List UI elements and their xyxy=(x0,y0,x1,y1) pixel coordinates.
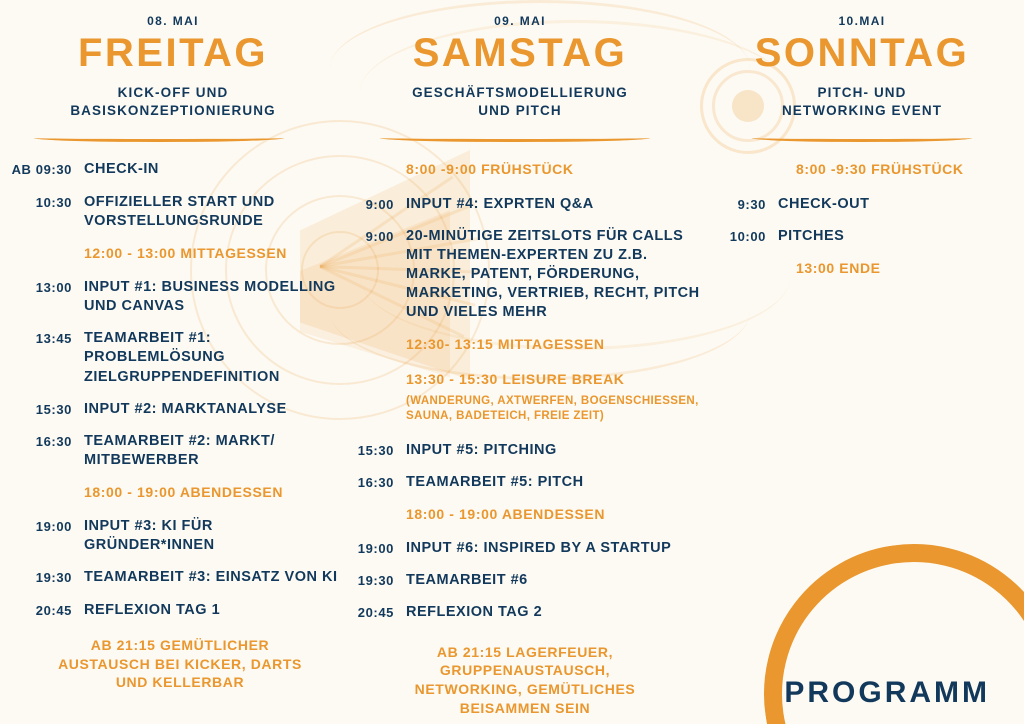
schedule-time: 10:30 xyxy=(35,194,72,210)
schedule-title: TEAMARBEIT #5: PITCH xyxy=(406,473,584,490)
day-subtitle-line-1: KICK-OFF UND xyxy=(117,85,229,100)
schedule-time: 9:00 xyxy=(365,228,394,244)
leisure-break-note: (WANDERUNG, AXTWERFEN, BOGENSCHIESSEN, SAUNA, BADETEICH, FREIE ZEIT) xyxy=(406,394,699,423)
day-subtitle-line-2: BASISKONZEPTIONIERUNG xyxy=(70,103,276,119)
day-header-friday xyxy=(6,14,340,120)
schedule-time: 19:30 xyxy=(35,570,72,586)
schedule-row xyxy=(6,278,340,316)
schedule-time: 15:30 xyxy=(35,401,72,417)
day-footnote: AB 21:15 LAGERFEUER, GRUPPENAUSTAUSCH, NETWORKING, GEMÜTLICHES BEISAMMEN SEIN xyxy=(414,643,636,717)
day-date: 10.MAI xyxy=(838,14,886,28)
schedule-title: INPUT #3: KI FÜR GRÜNDER*INNEN xyxy=(84,518,215,554)
schedule-row xyxy=(340,603,700,622)
schedule-time: 15:30 xyxy=(357,442,394,458)
schedule-title: PITCHES xyxy=(778,227,845,244)
meal-break: 12:00 - 13:00 MITTAGESSEN xyxy=(84,244,288,261)
day-title: SAMSTAG xyxy=(412,31,628,75)
schedule-row xyxy=(6,193,340,231)
day-column-sunday xyxy=(700,14,1024,718)
day-date: 08. MAI xyxy=(147,14,199,28)
day-column-saturday xyxy=(340,14,700,718)
schedule-time: 19:00 xyxy=(357,541,394,557)
schedule-time: 16:30 xyxy=(35,433,72,449)
schedule-row xyxy=(6,568,340,587)
schedule-row xyxy=(6,329,340,386)
schedule-title: TEAMARBEIT #6 xyxy=(406,572,528,589)
meal-break: 18:00 - 19:00 ABENDESSEN xyxy=(406,506,606,523)
schedule-list-sunday xyxy=(700,160,1024,277)
schedule-row xyxy=(700,195,1024,214)
schedule-title: INPUT #5: PITCHING xyxy=(406,441,557,458)
schedule-time: AB 09:30 xyxy=(11,162,72,178)
schedule-row xyxy=(340,473,700,492)
schedule-row xyxy=(6,517,340,555)
day-header-saturday xyxy=(340,14,700,120)
schedule-title: TEAMARBEIT #3: EINSATZ VON KI xyxy=(84,569,338,586)
schedule-title: INPUT #1: BUSINESS MODELLING UND CANVAS xyxy=(84,279,336,315)
schedule-row xyxy=(6,400,340,419)
day-subtitle-line-1: GESCHÄFTSMODELLIERUNG xyxy=(412,85,628,100)
schedule-row xyxy=(6,160,340,179)
day-subtitle xyxy=(700,84,1024,120)
day-header-sunday xyxy=(700,14,1024,120)
day-subtitle xyxy=(340,84,700,120)
schedule-row xyxy=(6,432,340,470)
day-subtitle-line-1: PITCH- UND xyxy=(817,85,907,100)
day-date: 09. MAI xyxy=(494,14,546,28)
meal-break: 12:30- 13:15 MITTAGESSEN xyxy=(406,336,605,353)
schedule-title: CHECK-OUT xyxy=(778,195,870,212)
schedule-title: INPUT #4: EXPRTEN Q&A xyxy=(406,195,594,212)
schedule-row xyxy=(340,539,700,558)
schedule-time: 16:30 xyxy=(357,474,394,490)
leisure-break: 13:30 - 15:30 LEISURE BREAK xyxy=(406,370,625,387)
schedule-row xyxy=(340,227,700,323)
schedule-title: REFLEXION TAG 1 xyxy=(84,601,221,618)
schedule-time: 9:30 xyxy=(737,196,766,212)
section-divider xyxy=(34,134,284,142)
meal-break: 8:00 -9:30 FRÜHSTÜCK xyxy=(796,161,964,178)
schedule-time: 9:00 xyxy=(365,196,394,212)
schedule-time: 10:00 xyxy=(729,228,766,244)
schedule-time: 19:30 xyxy=(357,573,394,589)
schedule-time: 20:45 xyxy=(35,602,72,618)
schedule-time: 20:45 xyxy=(357,605,394,621)
schedule-title: TEAMARBEIT #1: PROBLEMLÖSUNG ZIELGRUPPENDEFINITION xyxy=(84,330,280,385)
day-column-friday xyxy=(0,14,340,718)
day-footnote: AB 21:15 GEMÜTLICHER AUSTAUSCH BEI KICKER, DARTS UND KELLERBAR xyxy=(58,636,302,691)
schedule-row xyxy=(340,441,700,460)
schedule-row xyxy=(340,571,700,590)
schedule-title: CHECK-IN xyxy=(84,161,159,178)
section-divider xyxy=(380,134,650,142)
schedule-title: 20-MINÜTIGE ZEITSLOTS FÜR CALLS MIT THEMEN-EXPERTEN ZU Z.B. MARKE, PATENT, FÖRDERUNG, MARKETING, VERTRIEB, RECHT, PITCH UND VIELES MEHR xyxy=(406,227,700,321)
schedule-row xyxy=(6,601,340,620)
schedule-title: INPUT #2: MARKTANALYSE xyxy=(84,400,287,417)
section-divider xyxy=(752,134,972,142)
meal-break: 18:00 - 19:00 ABENDESSEN xyxy=(84,484,284,500)
day-title: SONNTAG xyxy=(754,31,970,75)
schedule-title: REFLEXION TAG 2 xyxy=(406,604,543,621)
schedule-list-saturday xyxy=(340,160,700,718)
schedule-title: INPUT #6: INSPIRED BY A STARTUP xyxy=(406,540,672,557)
meal-break: 8:00 -9:00 FRÜHSTÜCK xyxy=(406,161,574,178)
schedule-row xyxy=(340,195,700,214)
schedule-time: 13:00 xyxy=(35,280,72,295)
day-subtitle-line-2: NETWORKING EVENT xyxy=(781,103,943,119)
end-time: 13:00 ENDE xyxy=(796,259,881,276)
schedule-time: 19:00 xyxy=(35,519,72,535)
page-title: PROGRAMM xyxy=(784,676,990,709)
day-title: FREITAG xyxy=(77,31,269,75)
day-subtitle-line-2: UND PITCH xyxy=(478,103,562,119)
schedule-title: OFFIZIELLER START UND VORSTELLUNGSRUNDE xyxy=(84,193,275,229)
schedule-title: TEAMARBEIT #2: MARKT/ MITBEWERBER xyxy=(84,432,275,468)
schedule-time: 13:45 xyxy=(35,331,72,347)
schedule-row xyxy=(700,227,1024,246)
schedule-list-friday xyxy=(6,160,340,692)
day-subtitle xyxy=(6,84,340,120)
